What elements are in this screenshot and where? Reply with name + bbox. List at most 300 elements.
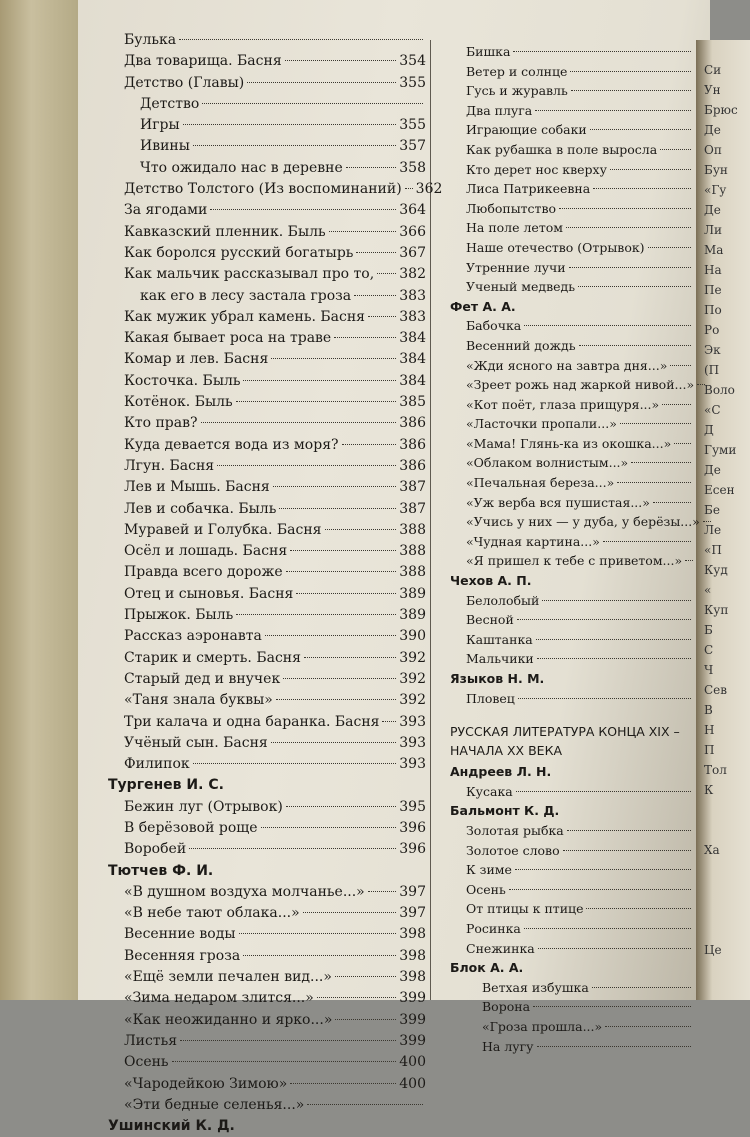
toc-title: «Учись у них — у дуба, у берёзы...»: [466, 514, 700, 530]
next-page-fragment: (П: [704, 363, 720, 377]
toc-page-number: 354: [399, 53, 426, 70]
toc-title: Учёный сын. Басня: [124, 734, 268, 751]
toc-entry: [450, 473, 694, 493]
leader-dots: [335, 976, 396, 977]
next-page-fragment: [704, 900, 750, 920]
leader-dots: [590, 129, 691, 130]
leader-dots: [579, 345, 691, 346]
toc-title: Бишка: [466, 44, 511, 59]
toc-title: Весенняя гроза: [124, 947, 241, 964]
next-page-fragment: В: [704, 703, 713, 717]
leader-dots: [201, 422, 397, 423]
toc-entry: [450, 62, 694, 82]
toc-entry: [450, 336, 694, 356]
next-page-fragment: Де: [704, 203, 721, 217]
toc-entry: [108, 1031, 426, 1052]
toc-title: Ивины: [140, 138, 190, 155]
toc-entry: [108, 967, 426, 988]
toc-page-number: 357: [399, 138, 426, 155]
toc-title: Весенние воды: [124, 926, 236, 943]
toc-entry: [450, 1017, 694, 1037]
leader-dots: [662, 404, 691, 405]
toc-entry: [450, 199, 694, 219]
leader-dots: [179, 39, 423, 40]
toc-page-number: 386: [399, 436, 426, 453]
toc-entry: [108, 94, 426, 115]
leader-dots: [537, 658, 691, 659]
next-page-fragment: Эк: [704, 343, 721, 357]
leader-dots: [346, 167, 396, 168]
toc-page-number: 355: [399, 74, 426, 91]
toc-entry: [108, 626, 426, 647]
leader-dots: [265, 635, 396, 636]
leader-dots: [660, 149, 691, 150]
toc-title: Детство Толстого (Из воспоминаний): [124, 181, 402, 198]
toc-page-number: 384: [399, 330, 426, 347]
leader-dots: [567, 830, 691, 831]
toc-entry: [108, 754, 426, 775]
next-page-fragment: Бе: [704, 503, 720, 517]
toc-entry: [450, 782, 694, 802]
toc-title: Андреев Л. Н.: [450, 764, 552, 780]
toc-entry: [450, 551, 694, 571]
toc-title: Правда всего дороже: [124, 564, 283, 581]
next-page-fragment: Ч: [704, 663, 714, 677]
leader-dots: [271, 358, 396, 359]
toc-title: Два плуга: [466, 102, 533, 118]
toc-title: Как боролся русский богатырь: [124, 244, 354, 261]
toc-title: Весенний дождь: [466, 337, 576, 353]
next-page-fragment: Ле: [704, 523, 722, 537]
leader-dots: [605, 1026, 691, 1027]
leader-dots: [703, 521, 711, 522]
next-page-fragment: Воло: [704, 383, 735, 397]
next-page-fragment: Тол: [704, 763, 727, 777]
toc-entry: [108, 371, 426, 392]
toc-title: «Чудная картина...»: [466, 533, 600, 549]
toc-title: Фет А. А.: [450, 298, 516, 314]
leader-dots: [239, 933, 397, 934]
leader-dots: [279, 508, 396, 509]
toc-entry: [450, 414, 694, 434]
toc-page-number: 400: [399, 1075, 426, 1092]
leader-dots: [592, 987, 691, 988]
toc-entry: [108, 712, 426, 733]
toc-page-number: 364: [399, 202, 426, 219]
toc-title: «Мама! Глянь-ка из окошка...»: [466, 435, 672, 451]
toc-entry: [450, 140, 694, 160]
toc-title: Каштанка: [466, 631, 533, 647]
toc-title: Весной: [466, 612, 514, 628]
toc-page-number: 396: [399, 841, 426, 858]
toc-entry: [450, 493, 694, 513]
toc-title: «Зима недаром злится...»: [124, 990, 314, 1007]
toc-title: Бабочка: [466, 318, 522, 334]
toc-entry: [450, 860, 694, 880]
toc-title: Игры: [140, 117, 180, 134]
toc-title: «Уж верба вся пушистая...»: [466, 494, 650, 510]
toc-title: В берёзовой роще: [124, 819, 258, 836]
toc-page-number: 399: [399, 1032, 426, 1049]
toc-entry: [108, 903, 426, 924]
toc-title: Лев и Мышь. Басня: [124, 479, 270, 496]
toc-entry: [108, 562, 426, 583]
toc-entry: [108, 541, 426, 562]
toc-title: Языков Н. М.: [450, 671, 545, 686]
toc-page-number: 389: [399, 585, 426, 602]
toc-entry: [108, 1074, 426, 1095]
leader-dots: [217, 465, 396, 466]
leader-dots: [566, 227, 691, 228]
toc-title: «Таня знала буквы»: [124, 692, 273, 709]
leader-dots: [542, 600, 691, 601]
toc-page-number: 382: [399, 266, 426, 283]
toc-entry: [108, 499, 426, 520]
section-heading: РУССКАЯ ЛИТЕРАТУРА КОНЦА XIX – НАЧАЛА XX ВЕКА: [450, 724, 680, 759]
toc-title: Какая бывает роса на траве: [124, 330, 332, 347]
toc-entry: [450, 880, 694, 900]
next-page-fragment: [704, 800, 750, 820]
toc-entry: [108, 882, 426, 903]
toc-entry: [450, 160, 694, 180]
toc-entry: [108, 30, 426, 51]
toc-author: [450, 669, 694, 689]
leader-dots: [697, 384, 705, 385]
toc-title: «Кот поёт, глаза прищуря...»: [466, 396, 660, 412]
leader-dots: [648, 247, 691, 248]
toc-entry: [450, 395, 694, 415]
toc-entry: [108, 648, 426, 669]
toc-entry: [108, 200, 426, 221]
toc-title: «Жди ясного на завтра дня...»: [466, 357, 668, 373]
toc-page-number: 358: [399, 159, 426, 176]
toc-title: Комар и лев. Басня: [124, 351, 269, 368]
next-page-fragment: Ли: [704, 223, 723, 237]
toc-page-number: 397: [399, 883, 426, 900]
next-page-fragment: [704, 860, 750, 880]
toc-entry: [450, 939, 694, 959]
toc-entry: [108, 818, 426, 839]
toc-title: Кто дерет нос кверху: [466, 161, 607, 177]
toc-page-number: 400: [399, 1054, 426, 1071]
leader-dots: [189, 848, 396, 849]
leader-dots: [261, 827, 397, 828]
leader-dots: [304, 657, 396, 658]
toc-title: «Эти бедные селенья...»: [124, 1096, 305, 1113]
toc-title: Лиса Патрикеевна: [466, 181, 591, 197]
leader-dots: [247, 82, 396, 83]
toc-title: Детство (Главы): [124, 74, 245, 91]
toc-title: «Зреет рожь над жаркой нивой...»: [466, 377, 695, 393]
leader-dots: [524, 928, 691, 929]
toc-title: Осень: [466, 881, 506, 897]
toc-title: «Облаком волнистым...»: [466, 455, 629, 471]
leader-dots: [603, 541, 691, 542]
toc-entry: [108, 988, 426, 1009]
toc-title: Наше отечество (Отрывок): [466, 239, 645, 255]
toc-page-number: 384: [399, 351, 426, 368]
toc-entry: [450, 277, 694, 297]
toc-title: Утренние лучи: [466, 259, 566, 275]
toc-page-number: 392: [399, 649, 426, 666]
leader-dots: [303, 912, 397, 913]
toc-page-number: 393: [399, 756, 426, 773]
toc-page-number: 395: [399, 798, 426, 815]
toc-title: Мальчики: [466, 651, 534, 667]
toc-page-number: 387: [399, 479, 426, 496]
leader-dots: [329, 231, 397, 232]
toc-entry: [450, 821, 694, 841]
toc-entry: [108, 924, 426, 945]
next-page-fragment: Де: [704, 463, 721, 477]
toc-page-number: 399: [399, 990, 426, 1007]
toc-entry: [108, 797, 426, 818]
leader-dots: [538, 948, 691, 949]
toc-entry: [108, 1095, 426, 1116]
next-page-fragment: Куд: [704, 563, 728, 577]
toc-entry: [450, 919, 694, 939]
next-page-fragment: [704, 880, 750, 900]
toc-page-number: 388: [399, 564, 426, 581]
toc-page-number: 392: [399, 670, 426, 687]
toc-title: От птицы к птице: [466, 901, 584, 917]
toc-author: [450, 297, 694, 317]
toc-title: Муравей и Голубка. Басня: [124, 521, 322, 538]
leader-dots: [518, 698, 691, 699]
leader-dots: [236, 401, 397, 402]
leader-dots: [180, 1040, 396, 1041]
toc-title: Тургенев И. С.: [108, 777, 224, 794]
leader-dots: [193, 145, 396, 146]
next-page-fragment: Гуми: [704, 443, 737, 457]
toc-entry: [108, 520, 426, 541]
toc-entry: [108, 222, 426, 243]
toc-entry: [450, 630, 694, 650]
toc-entry: [450, 512, 700, 532]
toc-title: Снежинка: [466, 940, 535, 956]
toc-entry: [450, 434, 694, 454]
toc-title: «В небе тают облака...»: [124, 905, 300, 922]
toc-author: [108, 861, 426, 882]
leader-dots: [620, 423, 691, 424]
toc-title: «Гроза прошла...»: [482, 1018, 603, 1034]
toc-title: Котёнок. Быль: [124, 394, 233, 411]
toc-title: Кусака: [466, 783, 513, 799]
toc-page-number: 398: [399, 947, 426, 964]
leader-dots: [286, 571, 397, 572]
toc-entry: [450, 1037, 694, 1057]
next-page-fragment: «: [704, 583, 712, 597]
next-page-fragment: Б: [704, 623, 713, 637]
leader-dots: [571, 90, 691, 91]
toc-entry: [108, 115, 426, 136]
toc-entry: [108, 456, 426, 477]
toc-entry: [450, 81, 694, 101]
next-page-fragment: Бун: [704, 163, 728, 177]
next-page-fragment: Д: [704, 423, 714, 437]
leader-dots: [335, 1019, 396, 1020]
toc-author: [450, 571, 694, 591]
toc-author: [450, 958, 694, 978]
toc-page-number: 392: [399, 692, 426, 709]
next-page-fragments: [704, 60, 750, 960]
toc-entry: [450, 453, 694, 473]
leader-dots: [533, 1006, 691, 1007]
toc-entry: [108, 584, 426, 605]
toc-title: «В душном воздуха молчанье...»: [124, 883, 365, 900]
toc-entry: [108, 51, 426, 72]
leader-dots: [243, 955, 396, 956]
leader-dots: [382, 721, 396, 722]
toc-page-number: 389: [399, 607, 426, 624]
toc-title: Три калача и одна баранка. Басня: [124, 713, 380, 730]
leader-dots: [524, 325, 691, 326]
next-page-fragment: Си: [704, 63, 722, 77]
toc-title: Прыжок. Быль: [124, 607, 234, 624]
toc-entry: [108, 158, 426, 179]
toc-entry: [108, 669, 426, 690]
toc-author: [450, 801, 694, 821]
toc-entry: [108, 136, 426, 157]
toc-entry: [108, 839, 426, 860]
toc-author: [108, 1116, 426, 1137]
toc-title: «Чародейкою Зимою»: [124, 1075, 288, 1092]
toc-title: За ягодами: [124, 202, 208, 219]
toc-title: «Ещё земли печален вид...»: [124, 969, 332, 986]
toc-entry: [108, 328, 426, 349]
next-page-fragment: Сев: [704, 683, 728, 697]
toc-author: [450, 762, 694, 782]
toc-title: «Ласточки пропали...»: [466, 416, 617, 432]
toc-page-number: 366: [399, 223, 426, 240]
toc-page-number: 362: [415, 181, 443, 198]
leader-dots: [674, 443, 691, 444]
leader-dots: [290, 1083, 396, 1084]
toc-entry: [108, 392, 426, 413]
toc-entry: [108, 605, 426, 626]
toc-title: Ученый медведь: [466, 279, 576, 295]
next-page-fragment: Н: [704, 723, 715, 737]
toc-entry: [450, 179, 694, 199]
toc-entry: [450, 532, 694, 552]
toc-title: Росинка: [466, 920, 521, 936]
toc-page-number: 398: [399, 969, 426, 986]
next-page-fragment: П: [704, 743, 715, 757]
next-page-fragment: «С: [704, 403, 721, 417]
toc-entry: [108, 733, 426, 754]
leader-dots: [273, 486, 397, 487]
leader-dots: [354, 295, 396, 296]
toc-title: Булька: [124, 32, 177, 48]
leader-dots: [276, 699, 396, 700]
next-page-fragment: По: [704, 303, 722, 317]
toc-page-number: 386: [399, 457, 426, 474]
toc-title: На поле летом: [466, 220, 563, 236]
toc-entry: [450, 258, 694, 278]
next-page-fragment: Ха: [704, 843, 720, 857]
leader-dots: [368, 316, 396, 317]
toc-page-number: 393: [399, 734, 426, 751]
toc-title: Старый дед и внучек: [124, 670, 281, 687]
toc-title: Филипок: [124, 756, 190, 773]
contents-column-left: [108, 30, 443, 1137]
next-page-fragment: С: [704, 643, 714, 657]
leader-dots: [516, 791, 691, 792]
leader-dots: [183, 124, 397, 125]
toc-entry: [450, 375, 694, 395]
toc-entry: [108, 286, 426, 307]
next-page-fragment: Ун: [704, 83, 721, 97]
leader-dots: [569, 267, 691, 268]
toc-entry: [108, 73, 426, 94]
leader-dots: [509, 889, 691, 890]
leader-dots: [193, 763, 397, 764]
toc-entry: [108, 243, 426, 264]
leader-dots: [296, 593, 396, 594]
toc-title: Ветер и солнце: [466, 63, 568, 79]
toc-title: Как мальчик рассказывал про то,: [124, 266, 375, 283]
toc-entry: [450, 649, 694, 669]
toc-title: Играющие собаки: [466, 122, 587, 138]
toc-page-number: 388: [399, 521, 426, 538]
toc-author: [108, 775, 426, 796]
next-page-fragment: Пе: [704, 283, 722, 297]
toc-page-number: 399: [399, 1011, 426, 1028]
toc-title: Старик и смерть. Басня: [124, 649, 301, 666]
toc-entry: [450, 689, 694, 709]
leader-dots: [559, 208, 691, 209]
leader-dots: [593, 188, 691, 189]
leader-dots: [290, 550, 396, 551]
leader-dots: [536, 639, 691, 640]
toc-entry: [450, 841, 694, 861]
leader-dots: [286, 806, 396, 807]
toc-entry: [108, 307, 426, 328]
leader-dots: [631, 462, 691, 463]
toc-title: «Как неожиданно и ярко...»: [124, 1011, 333, 1028]
toc-page-number: 398: [399, 926, 426, 943]
toc-title: Ветхая избушка: [482, 979, 589, 995]
toc-title: Гусь и журавль: [466, 83, 568, 99]
next-page-fragment: Ро: [704, 323, 720, 337]
toc-title: Тютчев Ф. И.: [108, 862, 214, 879]
toc-entry: [108, 349, 426, 370]
leader-dots: [513, 51, 691, 52]
next-page-fragment: Це: [704, 943, 722, 957]
leader-dots: [317, 997, 396, 998]
leader-dots: [368, 891, 397, 892]
leader-dots: [535, 110, 691, 111]
leader-dots: [377, 273, 396, 274]
leader-dots: [334, 337, 396, 338]
toc-title: «Я пришел к тебе с приветом...»: [466, 553, 683, 569]
toc-title: Косточка. Быль: [124, 372, 241, 389]
toc-title: Осень: [124, 1054, 169, 1071]
leader-dots: [172, 1061, 397, 1062]
toc-entry: [450, 238, 694, 258]
toc-title: как его в лесу застала гроза: [140, 287, 352, 304]
toc-entry: [450, 591, 694, 611]
next-page-fragment: Де: [704, 123, 721, 137]
toc-title: Листья: [124, 1032, 178, 1049]
leader-dots: [586, 908, 691, 909]
toc-title: Пловец: [466, 690, 515, 706]
toc-entry: [450, 120, 694, 140]
leader-dots: [271, 742, 396, 743]
toc-title: Чехов А. П.: [450, 573, 532, 589]
toc-entry: [108, 946, 426, 967]
toc-entry: [450, 316, 694, 336]
